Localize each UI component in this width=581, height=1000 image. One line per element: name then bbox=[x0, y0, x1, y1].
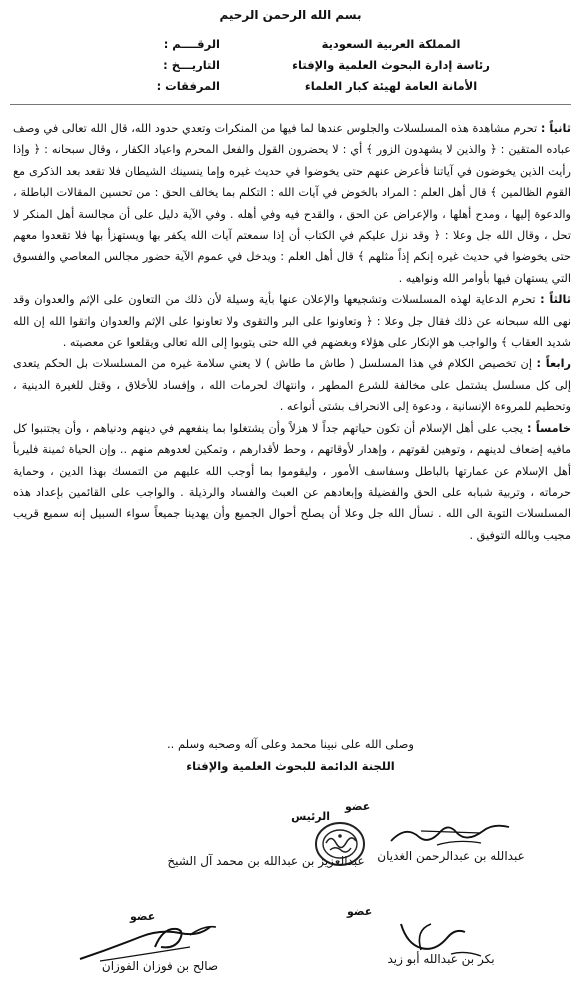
paragraph-text: تحرم الدعاية لهذه المسلسلات وتشجيعها والإعلان عنها بأية وسيلة لأن ذلك من التعاون على الإثم والعدوان وقد نهى الله سبحانه عن ذلك فقال جل وعلا : ﴿ وتعاونوا على البر والتقوى ولا تعاونوا على الإثم والعدوان واتقوا الله إن الله شديد العقاب ﴾ والواجب هو الإنكار على هؤلاء وبغضهم في الله حتى يتوبوا إلى الله تعالى ويقلعوا عن معصيته . bbox=[13, 293, 571, 350]
attachments-field: المرفقات : bbox=[156, 79, 220, 93]
signatory-name: صالح بن فوزان الفوزان bbox=[101, 959, 219, 973]
handwritten-signature-icon bbox=[381, 817, 521, 851]
paragraph-fourth bbox=[13, 353, 571, 417]
closing-block bbox=[0, 733, 581, 777]
letterhead-line: الأمانة العامة لهيئة كبار العلماء bbox=[304, 79, 478, 93]
committee-name: اللجنة الدائمة للبحوث العلمية والإفتاء bbox=[186, 759, 395, 773]
paragraph-second bbox=[13, 118, 571, 289]
paragraph-text: إن تخصيص الكلام في هذا المسلسل ( طاش ما طاش ) لا يعني سلامة غيره من المسلسلات بل الحكم يتعدى إلى كل مسلسل يشتمل على مخالفة للشرع المطهر ، وانتهاك لحرمات الله ، وإفساد للأخلاق ، وقتل للغيرة الدينية ، وتحطيم للمروءة الإنسانية ، ودعوة إلى الانحراف بشتى أنواعه . bbox=[13, 357, 571, 414]
header-divider bbox=[10, 104, 571, 105]
reference-number-field: الرقــــم : bbox=[163, 37, 220, 51]
signatory-name: عبدالله بن عبدالرحمن الغديان bbox=[377, 849, 525, 863]
basmala: بسم الله الرحمن الرحيم bbox=[219, 8, 362, 22]
paragraph-lead: ثالثاً : bbox=[540, 293, 571, 307]
paragraph-lead: رابعاً : bbox=[536, 357, 572, 371]
paragraph-lead: ثانياً : bbox=[540, 122, 571, 135]
letterhead-authority bbox=[241, 34, 541, 97]
signature-member-fawzan bbox=[40, 910, 280, 973]
paragraph-text: تحرم مشاهدة هذه المسلسلات والجلوس عندها لما فيها من المنكرات وتعدي حدود الله، قال الله تعالى في وصف عباده المتقين : ﴿ والذين لا يشهدون الزور ﴾ أي : لا يحضرون القول والفعل المحرم واعياد الكفار ، وقال سبحانه : ﴿ وإذا رأيت الذين يخوضون في آياتنا فأعرض عنهم حتى يخوضوا في حديث غيره وإما ينسينك الشيطان فلا تقعد بعد الذكرى مع القوم الظالمين ﴾ قال أهل العلم : المراد بالخوض في آيات الله : التكلم بما يخالف الحق : من تحسين المقالات الباطلة ، والدعوة إليها ، ومدح أهلها ، والإعراض عن الحق ، والقدح فيه وفي أهله . وفي الآية دليل على أن مجالسة أهل المنكر لا تحل ، وقال الله جل وعلا : ﴿ وقد نزل عليكم في الكتاب أن إذا سمعتم آيات الله يكفر بها ويستهزأ بها فلا تقعدوا معهم حتى يخوضوا في حديث غيره إنكم إذاً مثلهم ﴾ قال أهل العلم : ويدخل في عموم الآية حضور مجالس المعاصي والفسوق التي يستهان فيها بأوامر الله ونواهيه . bbox=[13, 122, 571, 285]
letterhead-line: رئاسة إدارة البحوث العلمية والإفتاء bbox=[292, 58, 490, 72]
signatory-role: عضو bbox=[130, 910, 156, 923]
date-field: التاريـــخ : bbox=[163, 58, 220, 72]
letterhead-line: المملكة العربية السعودية bbox=[321, 37, 461, 51]
signatory-name: عبدالعزيز بن عبدالله بن محمد آل الشيخ bbox=[167, 854, 365, 868]
paragraph-lead: خامساً : bbox=[527, 421, 571, 435]
paragraph-text: يجب على أهل الإسلام أن تكون حياتهم جداً لا هزلاً وأن يشتغلوا بما ينفعهم في دينهم ودنياهم ، وأن يجتنبوا كل مافيه إضعاف لدينهم ، وتوهين لقوتهم ، وإهدار لأوقاتهم ، وحط لأقدارهم ، وتمكين لعدوهم منهم .. وإن الحياة ثمينة فليربأ أهل الإسلام عن عمارتها بالباطل وسفاسف الأمور ، وليقوموا بما أوجب الله عليهم من التمسك بهذا الدين ، وحماية حرماته ، وتربية شبابه على الحق والفضيلة وإبعادهم عن العبث والفساد والرذيلة . والواجب على القائمين بإعداد هذه المسلسلات التوبة الى الله . نسأل الله جل وعلا أن يصلح أحوال الجميع وأن يهدينا جميعاً سواء السبيل إنه سميع قريب مجيب وبالله التوفيق . bbox=[13, 421, 571, 542]
fatwa-body bbox=[13, 118, 571, 546]
closing-salutation: وصلى الله على نبينا محمد وعلى آله وصحبه وسلم .. bbox=[167, 737, 414, 751]
signatory-role: عضو bbox=[347, 905, 373, 918]
paragraph-third bbox=[13, 289, 571, 353]
signature-chairman bbox=[167, 810, 370, 869]
signatory-role: عضو bbox=[345, 800, 371, 813]
letterhead-reference-fields bbox=[50, 34, 220, 97]
paragraph-fifth bbox=[13, 418, 571, 546]
signatory-role: الرئيس bbox=[291, 810, 330, 823]
signature-member-ghudayan bbox=[341, 800, 561, 863]
signatory-name: بكر بن عبدالله أبو زيد bbox=[387, 952, 495, 966]
signature-member-abuzaid bbox=[341, 905, 541, 966]
